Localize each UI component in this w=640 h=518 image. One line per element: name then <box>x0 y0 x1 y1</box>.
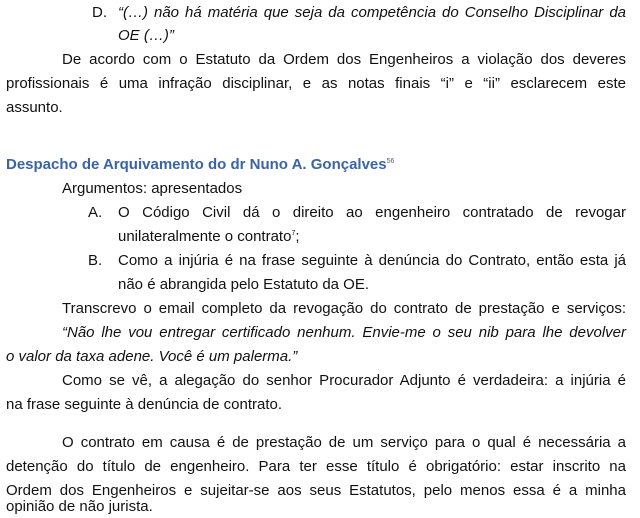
paragraph-line: Ordem dos Engenheiros e sujeitar-se aos seus Estatutos, pelo menos essa é a minha <box>6 482 626 499</box>
footnote-ref: 56 <box>386 158 395 165</box>
paragraph-line: na frase seguinte à denúncia de contrato. <box>6 396 283 413</box>
paragraph-line: De acordo com o Estatuto da Ordem dos Engenheiros a violação dos deveres <box>62 51 626 68</box>
quote-line: “(…) não há matéria que seja da competência do Conselho Disciplinar da <box>118 4 626 21</box>
paragraph-line: assunto. <box>6 99 63 116</box>
list-marker-b: B. <box>88 252 103 269</box>
email-quote-line: o valor da taxa adene. Você é um palerma.” <box>6 348 298 365</box>
paragraph-line: O contrato em causa é de prestação de um serviço para o qual é necessária a <box>62 434 626 451</box>
section-heading-text: Despacho de Arquivamento do dr Nuno A. Gonçalves <box>6 156 387 173</box>
list-item-a-line <box>118 228 300 246</box>
list-item-b-line: não é abrangida pelo Estatuto da OE. <box>118 276 370 293</box>
list-item-a-line: O Código Civil dá o direito ao engenheiro contratado de revogar <box>118 204 626 221</box>
list-item-a-tail: ; <box>295 228 300 245</box>
section-heading <box>6 156 394 174</box>
arguments-intro: Argumentos: apresentados <box>62 180 243 197</box>
list-marker-d: D. <box>92 4 107 21</box>
list-item-a-text: unilateralmente o contrato <box>118 228 292 245</box>
footnote-ref: 7 <box>291 230 296 237</box>
quote-line: OE (…)” <box>118 27 174 44</box>
paragraph-line: Transcrevo o email completo da revogação do contrato de prestação e serviços: <box>62 300 626 317</box>
paragraph-line: opinião de não jurista. <box>6 498 153 515</box>
paragraph-line: profissionais é uma infração disciplinar, e as notas finais “i” e “ii” esclarecem este <box>6 75 626 92</box>
list-marker-a: A. <box>88 204 103 221</box>
list-item-b-line: Como a injúria é na frase seguinte à denúncia do Contrato, então esta já <box>118 252 626 269</box>
email-quote-line: “Não lhe vou entregar certificado nenhum. Envie-me o seu nib para lhe devolver <box>62 324 626 341</box>
paragraph-line: detenção do título de engenheiro. Para ter esse título é obrigatório: estar inscrito na <box>6 458 626 475</box>
paragraph-line: Como se vê, a alegação do senhor Procurador Adjunto é verdadeira: a injúria é <box>62 372 626 389</box>
